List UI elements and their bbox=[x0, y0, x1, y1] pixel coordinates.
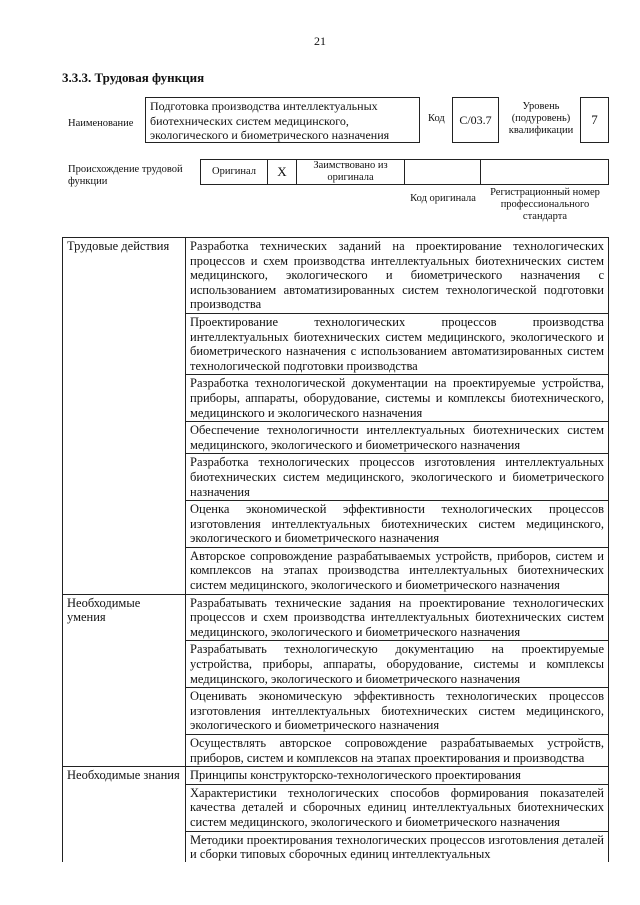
original-label: Оригинал bbox=[200, 159, 268, 185]
table-row bbox=[63, 767, 609, 785]
page-number: 21 bbox=[314, 34, 326, 48]
table-row bbox=[63, 238, 609, 314]
list-item: Принципы конструкторско-технологического проектирования bbox=[186, 767, 609, 785]
list-item: Осуществлять авторское сопровождение разрабатываемых устройств, приборов, систем и комплексов на этапах проектирования и производства bbox=[186, 735, 609, 767]
list-item: Обеспечение технологичности интеллектуальных биотехнических систем медицинского, экологического и биометрического назначения bbox=[186, 422, 609, 454]
category-required-knowledge: Необходимые знания bbox=[63, 767, 186, 864]
reg-number-box bbox=[480, 159, 609, 185]
origin-label: Происхождение трудовой функции bbox=[68, 164, 183, 187]
list-item: Разрабатывать технологическую документацию на проектируемые устройства, приборы, аппараты, оборудование, системы и комплексы медицинского, экологического и биометрического назначения bbox=[186, 641, 609, 688]
original-code-caption: Код оригинала bbox=[410, 193, 476, 204]
function-details-table bbox=[62, 237, 609, 864]
reg-number-caption: Регистрационный номер профессионального стандарта bbox=[490, 187, 600, 222]
page-bottom-margin bbox=[0, 862, 640, 905]
list-item: Характеристики технологических способов формирования показателей качества деталей и сборочных единиц интеллектуальных биотехнических систем медицинского, экологического и биометрического назначения bbox=[186, 784, 609, 831]
list-item: Разработка технологических процессов изготовления интеллектуальных биотехнических систем медицинского, экологического и биометрического назначения bbox=[186, 454, 609, 501]
list-item: Разрабатывать технические задания на проектирование технологических процессов и схем производства интеллектуальных биотехнических систем медицинского, экологического и биометрического назначения bbox=[186, 594, 609, 641]
qualification-level-box: 7 bbox=[580, 97, 609, 143]
code-label: Код bbox=[428, 113, 445, 124]
original-code-box bbox=[404, 159, 481, 185]
function-name-box: Подготовка производства интеллектуальных биотехнических систем медицинского, экологического и биометрического назначения bbox=[145, 97, 420, 143]
list-item: Методики проектирования технологических процессов изготовления деталей и сборки типовых сборочных единиц интеллектуальных bbox=[186, 831, 609, 863]
list-item: Оценка экономической эффективности технологических процессов изготовления интеллектуальных биотехнических систем медицинского, экологического и биометрического назначения bbox=[186, 501, 609, 548]
name-label: Наименование bbox=[68, 118, 134, 129]
list-item: Оценивать экономическую эффективность технологических процессов изготовления интеллектуальных биотехнических систем медицинского, экологического и биометрического назначения bbox=[186, 688, 609, 735]
section-title: 3.3.3. Трудовая функция bbox=[62, 70, 205, 85]
original-mark-x: X bbox=[267, 159, 297, 185]
list-item: Авторское сопровождение разрабатываемых устройств, приборов, систем и комплексов на этапах производства интеллектуальных биотехнических систем медицинского, экологического и биометрического назначения bbox=[186, 547, 609, 594]
table-row bbox=[63, 594, 609, 641]
category-required-skills: Необходимые умения bbox=[63, 594, 186, 767]
borrowed-label: Заимствовано из оригинала bbox=[296, 159, 405, 185]
list-item: Разработка технических заданий на проектирование технологических процессов и схем производства интеллектуальных биотехнических систем медицинского, экологического и биометрического назначения с использованием автоматизированных систем технологической подготовки производства bbox=[186, 238, 609, 314]
qualification-level-label: Уровень (подуровень) квалификации bbox=[508, 101, 574, 136]
category-labor-actions: Трудовые действия bbox=[63, 238, 186, 595]
code-box: С/03.7 bbox=[452, 97, 499, 143]
list-item: Проектирование технологических процессов производства интеллектуальных биотехнических систем медицинского, экологического и биометрического назначения с использованием автоматизированных систем технологической подготовки производства bbox=[186, 313, 609, 374]
list-item: Разработка технологической документации на проектируемые устройства, приборы, аппараты, оборудование, системы и комплексы биотехнического, медицинского и экологического назначения bbox=[186, 375, 609, 422]
